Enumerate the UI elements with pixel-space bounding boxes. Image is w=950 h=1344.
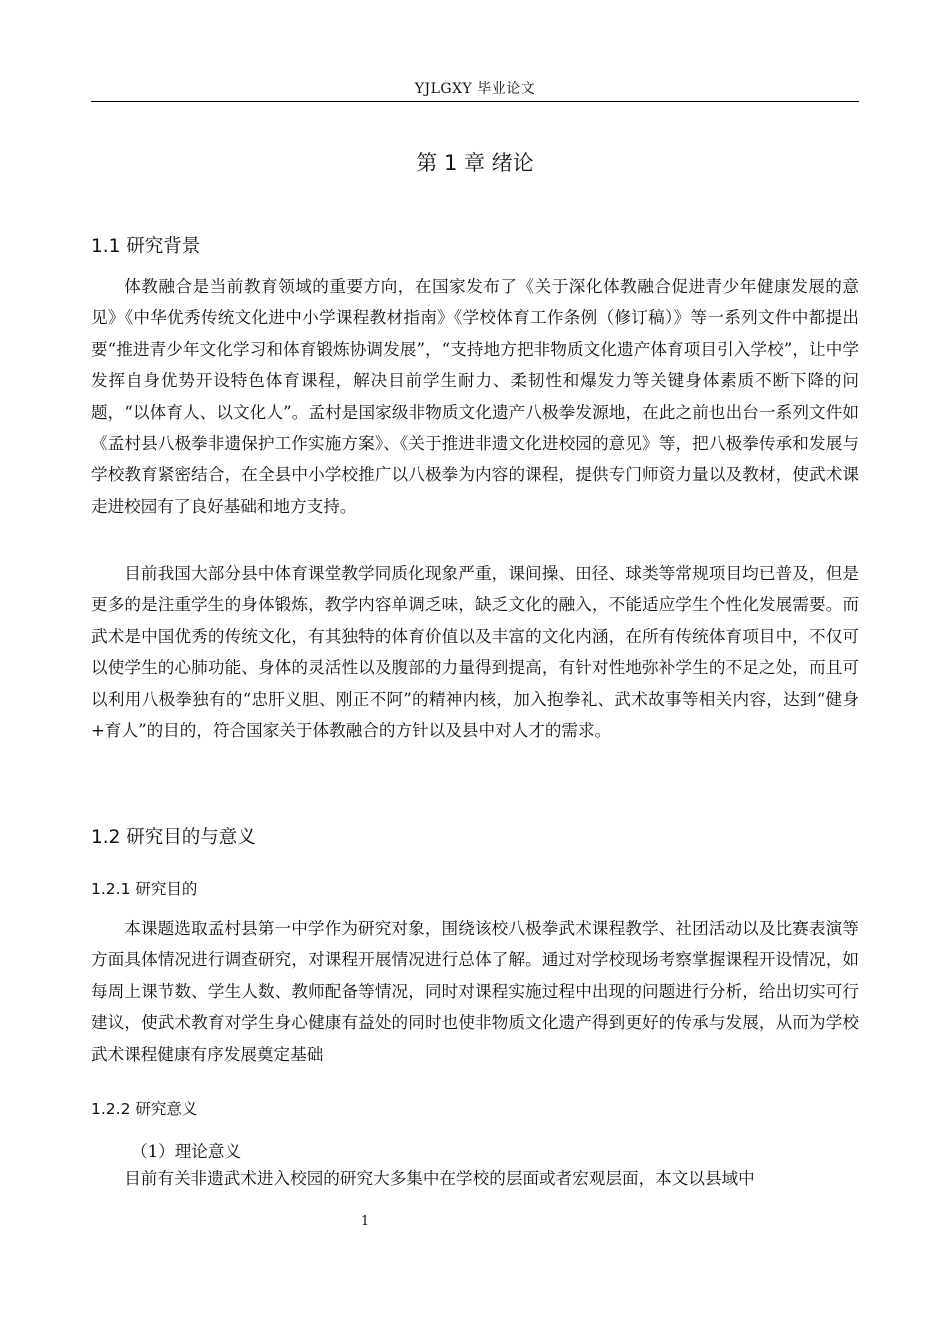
section-heading-1-2: 1.2 研究目的与意义 [91, 827, 256, 848]
section-heading-1-2-2: 1.2.2 研究意义 [91, 1100, 198, 1118]
paragraph-background-2: 目前我国大部分县中体育课堂教学同质化现象严重，课间操、田径、球类等常规项目均已普及，但是更多的是注重学生的身体锻炼，教学内容单调乏味，缺乏文化的融入，不能适应学生个性化发展需要。而武术是中国优秀的传统文化，有其独特的体育价值以及丰富的文化内涵，在所有传统体育项目中，不仅可以使学生的心肺功能、身体的灵活性以及腹部的力量得到提高，有针对性地弥补学生的不足之处，而且可以利用八极拳独有的“忠肝义胆、刚正不阿”的精神内核，加入抱拳礼、武术故事等相关内容，达到“健身+育人”的目的，符合国家关于体教融合的方针以及县中对人才的需求。 [91, 564, 859, 741]
paragraph-significance: 目前有关非遗武术进入校园的研究大多集中在学校的层面或者宏观层面，本文以县域中 [124, 1169, 755, 1188]
paragraph-background-1: 体教融合是当前教育领域的重要方向，在国家发布了《关于深化体教融合促进青少年健康发展的意见》《中华优秀传统文化进中小学课程教材指南》《学校体育工作条例（修订稿）》等一系列文件中都提出要“推进青少年文化学习和体育锻炼协调发展”，“支持地方把非物质文化遗产体育项目引入学校”，让中学发挥自身优势开设特色体育课程，解决目前学生耐力、柔韧性和爆发力等关键身体素质不断下降的问题，“以体育人、以文化人”。孟村是国家级非物质文化遗产八极拳发源地，在此之前也出台一系列文件如《孟村县八极拳非遗保护工作实施方案》、《关于推进非遗文化进校园的意见》等，把八极拳传承和发展与学校教育紧密结合，在全县中小学校推广以八极拳为内容的课程，提供专门师资力量以及教材，使武术课走进校园有了良好基础和地方支持。 [91, 277, 859, 516]
paragraph-purpose: 本课题选取孟村县第一中学作为研究对象，围绕该校八极拳武术课程教学、社团活动以及比赛表演等方面具体情况进行调查研究，对课程开展情况进行总体了解。通过对学校现场考察掌握课程开设情况，如每周上课节数、学生人数、教师配备等情况，同时对课程实施过程中出现的问题进行分析，给出切实可行建议，使武术教育对学生身心健康有益处的同时也使非物质文化遗产得到更好的传承与发展，从而为学校武术课程健康有序发展奠定基础 [91, 919, 859, 1064]
subheading-theory: （1）理论意义 [131, 1142, 242, 1161]
running-header: YJLGXY 毕业论文 [414, 81, 536, 97]
section-heading-1-1: 1.1 研究背景 [91, 236, 201, 257]
page-number: 1 [360, 1214, 370, 1229]
header-rule [91, 101, 859, 102]
chapter-title: 第 1 章 绪论 [416, 151, 534, 175]
section-heading-1-2-1: 1.2.1 研究目的 [91, 880, 198, 898]
